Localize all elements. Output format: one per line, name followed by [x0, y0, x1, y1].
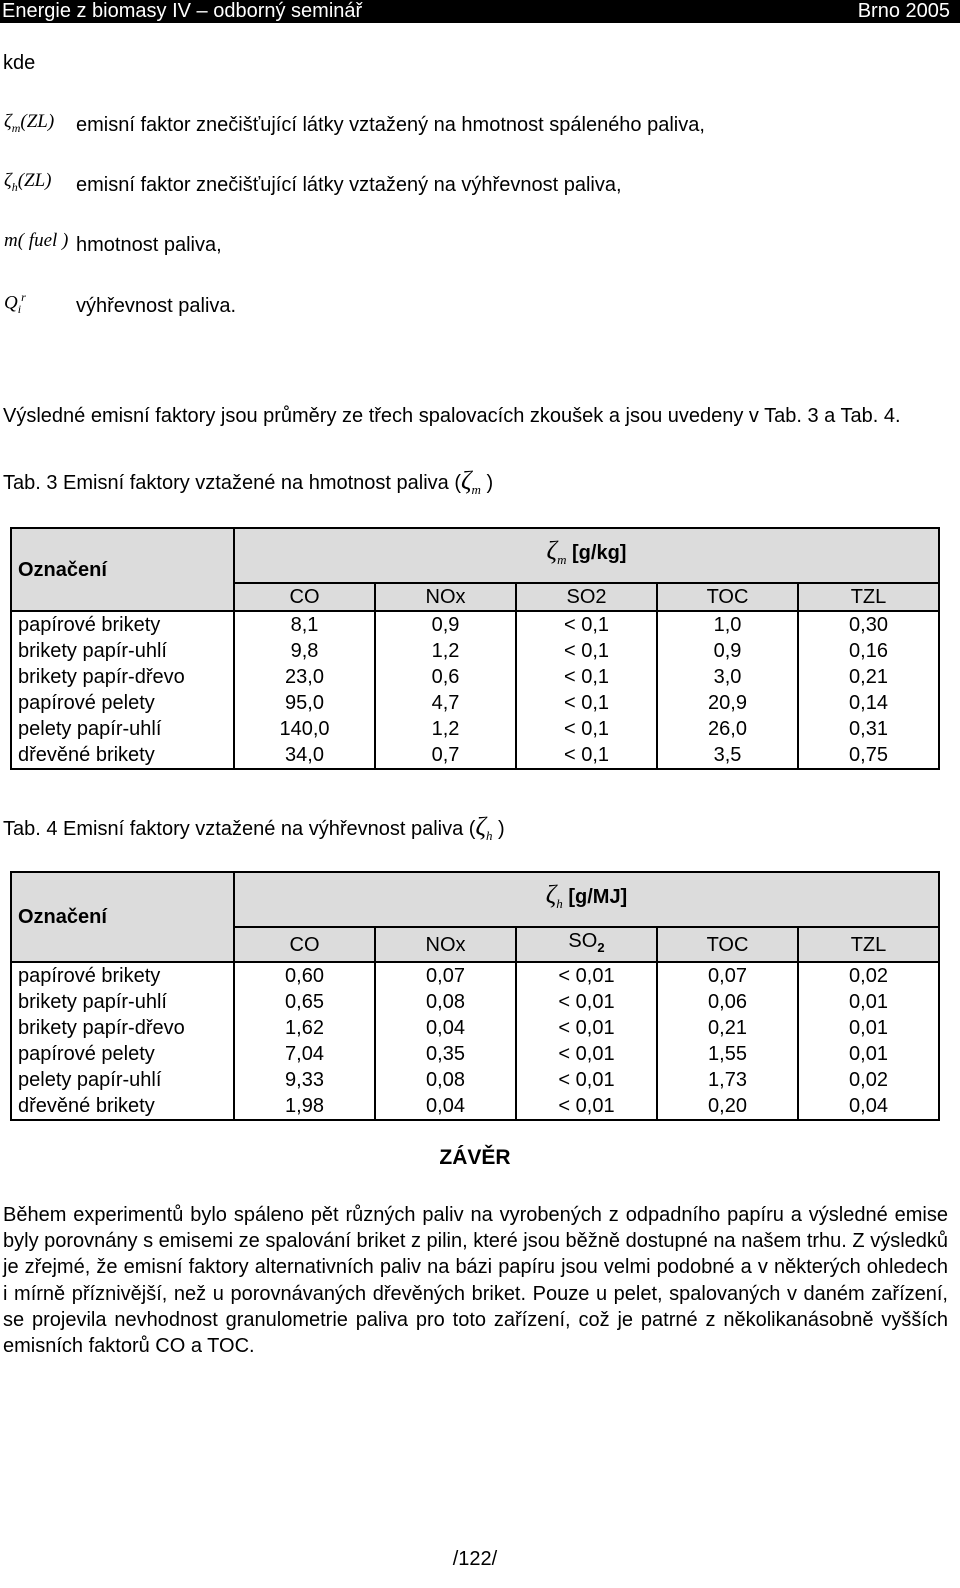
table4-col-so2: $SO_2$ [516, 927, 657, 962]
row-label: brikety papír-dřevo [11, 664, 234, 690]
cell: 0,7 [375, 742, 516, 769]
header-location-year: Brno 2005 [857, 0, 950, 22]
cell: < 0,01 [516, 962, 657, 989]
table-row [11, 1041, 939, 1067]
cell: 0,75 [798, 742, 939, 769]
cell: 0,07 [375, 962, 516, 989]
cell: 0,01 [798, 1015, 939, 1041]
cell: < 0,1 [516, 638, 657, 664]
cell: 0,65 [234, 989, 375, 1015]
cell: 0,30 [798, 611, 939, 638]
page-number: /122/ [452, 1548, 498, 1570]
table4-caption: Tab. 4 Emisní faktory vztažené na výhřevnost paliva ($\zeta_h$ ) [3, 812, 505, 843]
table3-col-nox: NOx [375, 583, 516, 611]
symbol-zeta-h: $\zeta_h(ZL)$ [4, 170, 52, 194]
cell: 1,62 [234, 1015, 375, 1041]
cell: 9,8 [234, 638, 375, 664]
cell: 0,20 [657, 1093, 798, 1120]
page-header [0, 0, 960, 23]
cell: 0,14 [798, 690, 939, 716]
row-label: papírové pelety [11, 690, 234, 716]
conclusion-paragraph: Během experimentů bylo spáleno pět různých paliv na vyrobených z odpadního papíru a výsledné emise byly porovnány s emisemi ze spalování briket z pilin, které jsou běžně dostupné na našem trhu. Z výsledků je zřejmé, že emisní faktory alternativních paliv na bázi papíru jsou velmi podobné a v některých ohledech i mírně příznivější, než u porovnávaných dřevěných briket. Pouze u pelet, spalovaných v daném zařízení, se projevila nevhodnost granulometrie paliva pro toto zařízení, což je patrné z několikanásobně vyšších emisních faktorů CO a TOC. [3, 1204, 948, 1358]
cell: 0,60 [234, 962, 375, 989]
cell: 0,16 [798, 638, 939, 664]
table-row [11, 638, 939, 664]
cell: < 0,1 [516, 664, 657, 690]
table3 [10, 527, 940, 770]
table4-unit-header: $\zeta_h$ [g/MJ] [234, 872, 939, 927]
table3-col-toc: TOC [657, 583, 798, 611]
cell: 0,01 [798, 989, 939, 1015]
cell: 20,9 [657, 690, 798, 716]
cell: 1,2 [375, 716, 516, 742]
table-row [11, 716, 939, 742]
definition-q-i-r: výhřevnost paliva. [76, 295, 237, 317]
cell: 0,08 [375, 989, 516, 1015]
cell: 7,04 [234, 1041, 375, 1067]
cell: 0,04 [375, 1015, 516, 1041]
cell: 95,0 [234, 690, 375, 716]
cell: < 0,1 [516, 690, 657, 716]
cell: 34,0 [234, 742, 375, 769]
header-title: Energie z biomasy IV – odborný seminář [2, 0, 363, 22]
cell: 0,31 [798, 716, 939, 742]
symbol-q-i-r: $Q_i^r$ [4, 290, 26, 317]
cell: 0,01 [798, 1041, 939, 1067]
row-label: brikety papír-dřevo [11, 1015, 234, 1041]
cell: 1,73 [657, 1067, 798, 1093]
table4-label-header: Označení [11, 872, 234, 962]
cell: 1,55 [657, 1041, 798, 1067]
cell: 3,5 [657, 742, 798, 769]
cell: 23,0 [234, 664, 375, 690]
cell: 0,04 [375, 1093, 516, 1120]
cell: 0,21 [798, 664, 939, 690]
cell: 1,0 [657, 611, 798, 638]
table-row [11, 962, 939, 989]
cell: 1,98 [234, 1093, 375, 1120]
table-row [11, 611, 939, 638]
definition-m-fuel: hmotnost paliva, [76, 234, 222, 256]
table3-col-tzl: TZL [798, 583, 939, 611]
row-label: pelety papír-uhlí [11, 716, 234, 742]
table-row [11, 1093, 939, 1120]
cell: 0,08 [375, 1067, 516, 1093]
cell: 1,2 [375, 638, 516, 664]
table4-col-nox: NOx [375, 927, 516, 962]
definition-zeta-m: emisní faktor znečišťující látky vztažený na hmotnost spáleného paliva, [76, 114, 705, 136]
table-row [11, 1067, 939, 1093]
row-label: dřevěné brikety [11, 1093, 234, 1120]
row-label: papírové pelety [11, 1041, 234, 1067]
cell: 0,06 [657, 989, 798, 1015]
cell: 0,35 [375, 1041, 516, 1067]
conclusion-heading: ZÁVĚR [439, 1146, 511, 1169]
table-row [11, 989, 939, 1015]
cell: 0,02 [798, 962, 939, 989]
table3-unit-header: $\zeta_m$ [g/kg] [234, 528, 939, 583]
cell: < 0,01 [516, 1067, 657, 1093]
row-label: brikety papír-uhlí [11, 989, 234, 1015]
row-label: brikety papír-uhlí [11, 638, 234, 664]
table4-col-tzl: TZL [798, 927, 939, 962]
cell: 4,7 [375, 690, 516, 716]
table4 [10, 871, 940, 1121]
table-row [11, 664, 939, 690]
row-label: dřevěné brikety [11, 742, 234, 769]
cell: < 0,01 [516, 1041, 657, 1067]
symbol-zeta-m: $\zeta_m(ZL)$ [4, 111, 55, 135]
cell: < 0,01 [516, 989, 657, 1015]
symbol-m-fuel: m( fuel ) [4, 230, 69, 251]
cell: 26,0 [657, 716, 798, 742]
cell: 0,07 [657, 962, 798, 989]
definition-zeta-h: emisní faktor znečišťující látky vztažený na výhřevnost paliva, [76, 174, 622, 196]
table3-col-so2: SO2 [516, 583, 657, 611]
intro-paragraph: Výsledné emisní faktory jsou průměry ze třech spalovacích zkoušek a jsou uvedeny v Tab. 3 a Tab. 4. [3, 405, 901, 427]
row-label: papírové brikety [11, 962, 234, 989]
table3-caption: Tab. 3 Emisní faktory vztažené na hmotnost paliva ($\zeta_m$ ) [3, 466, 494, 497]
cell: < 0,1 [516, 716, 657, 742]
cell: < 0,1 [516, 742, 657, 769]
row-label: papírové brikety [11, 611, 234, 638]
cell: 140,0 [234, 716, 375, 742]
cell: < 0,1 [516, 611, 657, 638]
cell: 0,04 [798, 1093, 939, 1120]
table3-col-co: CO [234, 583, 375, 611]
row-label: pelety papír-uhlí [11, 1067, 234, 1093]
cell: 9,33 [234, 1067, 375, 1093]
table3-label-header: Označení [11, 528, 234, 611]
cell: 0,02 [798, 1067, 939, 1093]
cell: 0,9 [375, 611, 516, 638]
cell: 0,21 [657, 1015, 798, 1041]
cell: 0,9 [657, 638, 798, 664]
table-row [11, 742, 939, 769]
cell: 0,6 [375, 664, 516, 690]
table-row [11, 690, 939, 716]
cell: < 0,01 [516, 1093, 657, 1120]
table4-col-co: CO [234, 927, 375, 962]
cell: < 0,01 [516, 1015, 657, 1041]
kde-label: kde [3, 52, 36, 74]
table4-col-toc: TOC [657, 927, 798, 962]
cell: 8,1 [234, 611, 375, 638]
cell: 3,0 [657, 664, 798, 690]
table-row [11, 1015, 939, 1041]
